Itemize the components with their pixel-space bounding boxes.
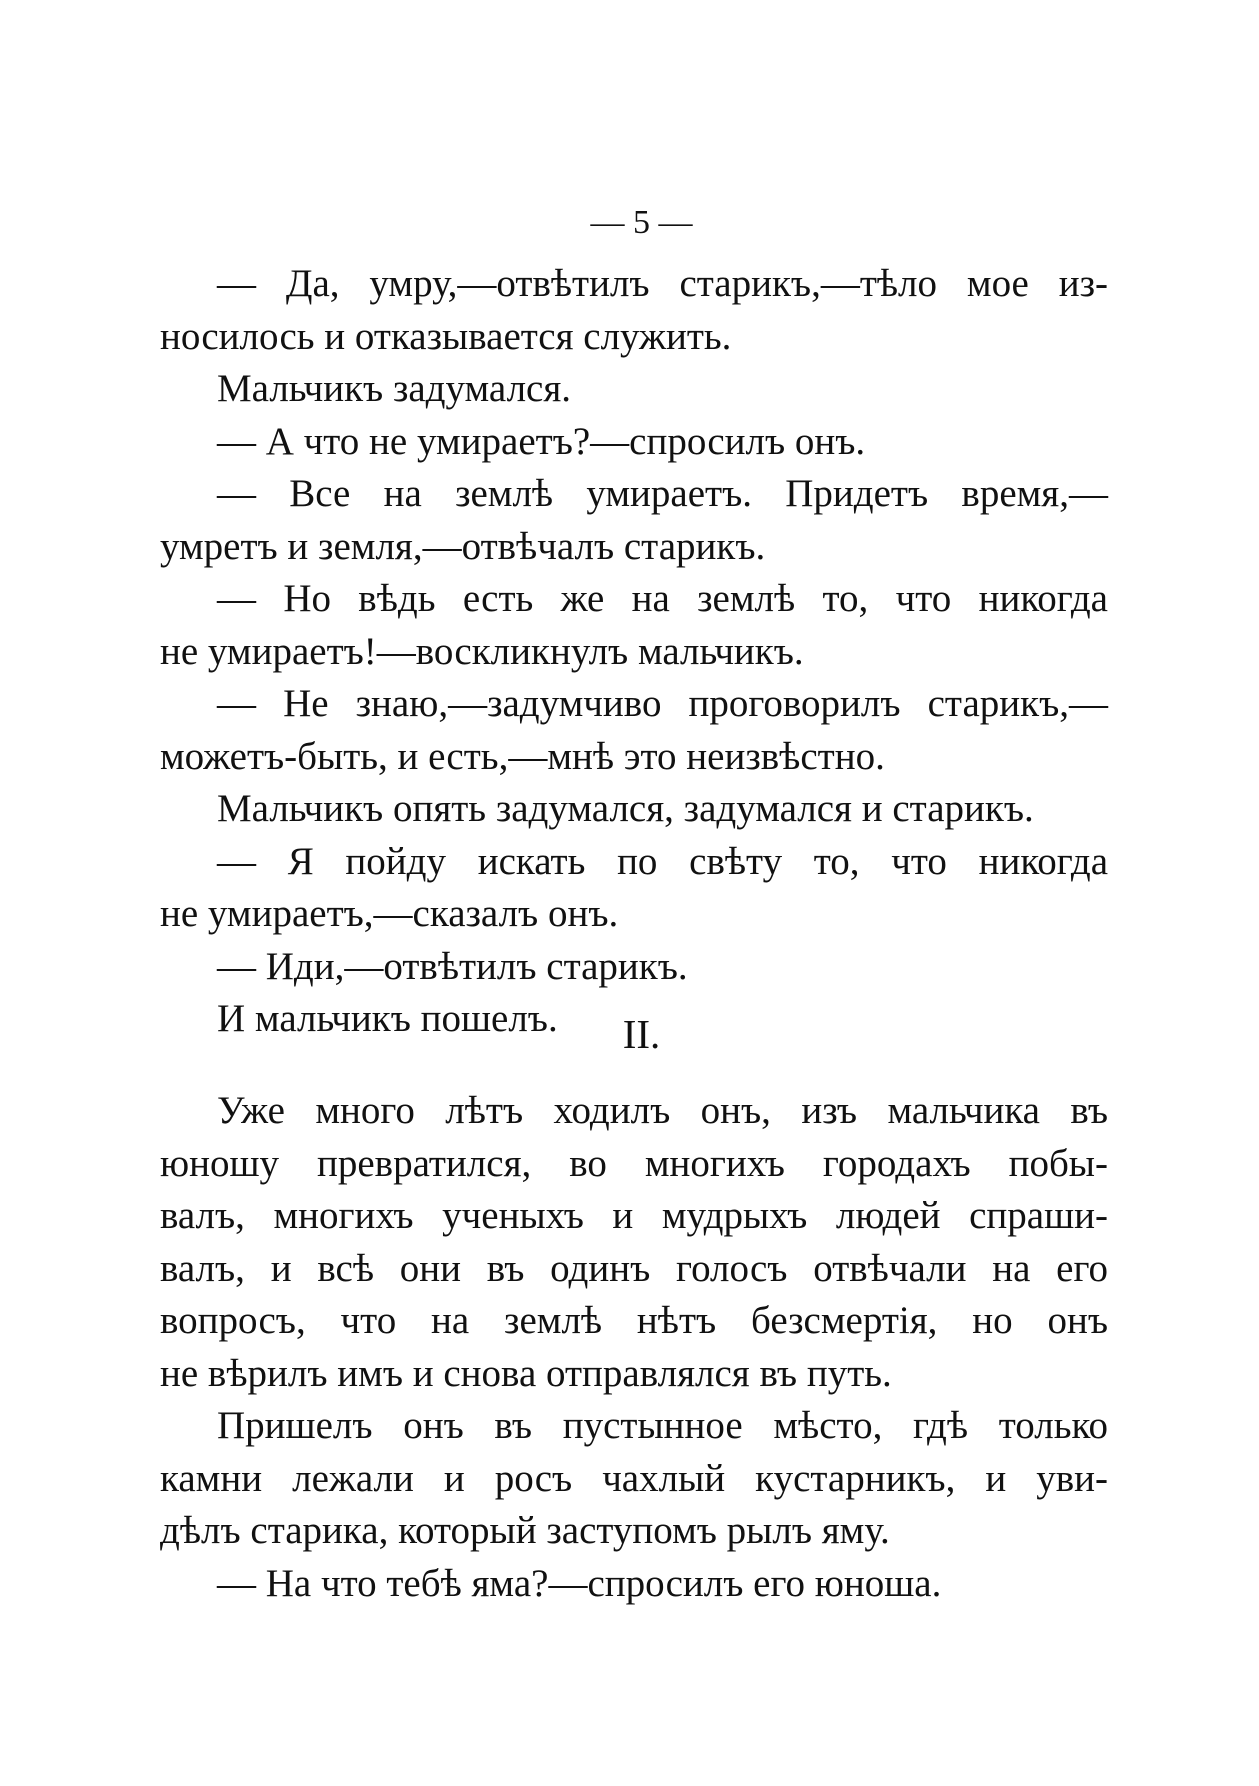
paragraph xyxy=(160,1400,1108,1558)
text-line: валъ, многихъ ученыхъ и мудрыхъ людей спраши- xyxy=(160,1194,1108,1237)
text-line: — Все на землѣ умираетъ. Придетъ время,— xyxy=(217,472,1108,515)
paragraph xyxy=(160,941,1108,994)
dialogue-section xyxy=(160,258,1108,1046)
text-line: — Да, умру,—отвѣтилъ старикъ,—тѣло мое из- xyxy=(217,262,1108,305)
paragraph xyxy=(160,468,1108,573)
text-line: Мальчикъ опять задумался, задумался и старикъ. xyxy=(217,787,1034,830)
paragraph xyxy=(160,363,1108,416)
text-line: валъ, и всѣ они въ одинъ голосъ отвѣчали на его xyxy=(160,1246,1108,1290)
text-line: — Я пойду искать по свѣту то, что никогда xyxy=(217,839,1108,883)
paragraph xyxy=(160,416,1108,469)
text-line: носилось и отказывается служить. xyxy=(160,314,732,358)
paragraph xyxy=(160,836,1108,941)
text-line: — Не знаю,—задумчиво проговорилъ старикъ,— xyxy=(217,682,1108,725)
text-line: юношу превратился, во многихъ городахъ побы- xyxy=(160,1141,1108,1185)
text-line: — Иди,—отвѣтилъ старикъ. xyxy=(217,944,688,988)
text-line: — А что не умираетъ?—спросилъ онъ. xyxy=(217,419,866,463)
paragraph xyxy=(160,258,1108,363)
paragraph xyxy=(160,573,1108,678)
text-line: не умираетъ,—сказалъ онъ. xyxy=(160,892,619,935)
paragraph xyxy=(160,783,1108,836)
paragraph xyxy=(160,1558,1108,1611)
text-line: дѣлъ старика, который заступомъ рылъ яму. xyxy=(160,1509,890,1552)
text-line: камни лежали и росъ чахлый кустарникъ, и уви- xyxy=(160,1456,1108,1500)
paragraph xyxy=(160,678,1108,783)
text-line: — Но вѣдь есть же на землѣ то, что никогда xyxy=(217,577,1108,620)
text-line: можетъ-быть, и есть,—мнѣ это неизвѣстно. xyxy=(160,734,885,778)
text-line: Мальчикъ задумался. xyxy=(217,367,572,410)
text-line: вопросъ, что на землѣ нѣтъ безсмертія, но онъ xyxy=(160,1299,1108,1342)
text-line: не вѣрилъ имъ и снова отправлялся въ путь. xyxy=(160,1351,892,1395)
page-number: — 5 — xyxy=(590,204,693,241)
narrative-section xyxy=(160,1085,1108,1610)
text-line: не умираетъ!—воскликнулъ мальчикъ. xyxy=(160,629,804,673)
section-heading: II. xyxy=(622,1011,661,1057)
text-line: Уже много лѣтъ ходилъ онъ, изъ мальчика въ xyxy=(217,1089,1108,1132)
text-line: И мальчикъ пошелъ. xyxy=(217,997,558,1040)
paragraph xyxy=(160,1085,1108,1400)
text-line: умретъ и земля,—отвѣчалъ старикъ. xyxy=(160,524,766,568)
text-line: — На что тебѣ яма?—спросилъ его юноша. xyxy=(217,1561,942,1605)
text-line: Пришелъ онъ въ пустынное мѣсто, гдѣ только xyxy=(217,1404,1108,1447)
